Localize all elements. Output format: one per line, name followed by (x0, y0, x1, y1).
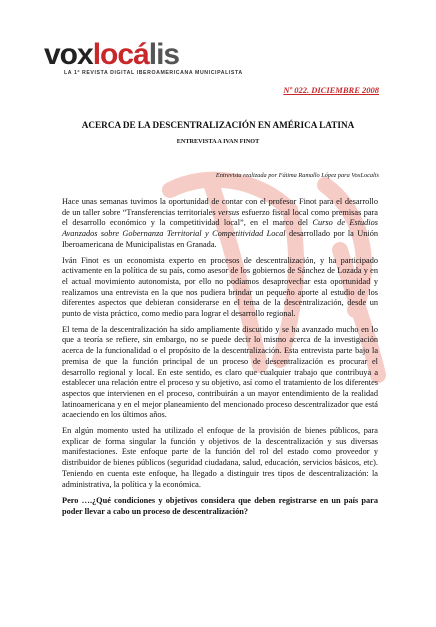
paragraph-approach: En algún momento usted ha utilizado el enfoque de la provisión de bienes públicos, para explicar de forma singular la función y objetivos de la descentralización y sus diversas manifestaciones. Este enfoque parte de la función del rol del estado como proveedor y distribuidor de bienes públicos (seguridad ciudadana, salud, educación, servicios básicos, etc). Teniendo en cuenta este enfoque, ha llegado a distinguir tres tipos de descentralización: la administrativa, la política y la económica. (62, 426, 378, 489)
interview-question: Pero ….¿Qué condiciones y objetivos considera que deben registrarse en un país para poder llevar a cabo un proceso de descentralización? (62, 496, 378, 516)
paragraph-bio: Iván Finot es un economista experto en procesos de descentralización, y ha participado activamente en la política de su país, como asesor de los gobiernos de Sánchez de Lozada y en el actual movimiento autonomista, por ello no podíamos desaprovechar esta oportunidad y realizamos una entrevista en la que nos pudiera brindar un pequeño aporte al estudio de los diferentes aspectos que debieran considerarse en el tema de la descentralización, desde un punto de vista práctico, como medio para lograr el desarrollo regional. (62, 255, 378, 319)
masthead-tagline: LA 1ª REVISTA DIGITAL IBEROAMERICANA MUNICIPALISTA (64, 70, 243, 76)
article-subtitle: ENTREVISTA A IVAN FINOT (176, 138, 260, 145)
voxlocalis-logo: voxlocális (44, 38, 180, 71)
paragraph-intro: Hace unas semanas tuvimos la oportunidad de contar con el profesor Finot para el desarrollo de un taller sobre “Transferencias territoriales versus esfuerzo fiscal local como premisas para el desarrollo económico y la competitividad local”, en el marco del Curso de Estudios Avanzados sobre Gobernanza Territorial y Competitividad Local desarrollado por la Unión Iberoamericana de Municipalistas en Granada. (62, 197, 379, 249)
article-title: ACERCA DE LA DESCENTRALIZACIÓN EN AMÉRICA LATINA (81, 120, 355, 130)
issue-number: Nº 022. DICIEMBRE 2008 (283, 85, 379, 95)
interview-credit: Entrevista realizada por Fátima Ramallo López para VoxLocalis (215, 172, 379, 179)
article-body (62, 197, 378, 523)
paragraph-context: El tema de la descentralización ha sido ampliamente discutido y se ha avanzado mucho en lo que a teoría se refiere, sin embargo, no se puede decir lo mismo acerca de la investigación acerca de la funcionalidad o el propósito de la descentralización. Esta entrevista parte bajo la premisa de que la función principal de un proceso de descentralización es procurar el desarrollo regional y local. En este sentido, es claro que cualquier trabajo que contribuya a establecer una relación entre el proceso y su objetivo, así como el tratamiento de los diferentes aspectos que intervienen en el proceso, contribuirán a un mayor entendimiento de la realidad latinoamericana y en el mejor planeamiento del mencionado proceso descentralizador que está acaeciendo en los últimos años. (62, 324, 378, 420)
